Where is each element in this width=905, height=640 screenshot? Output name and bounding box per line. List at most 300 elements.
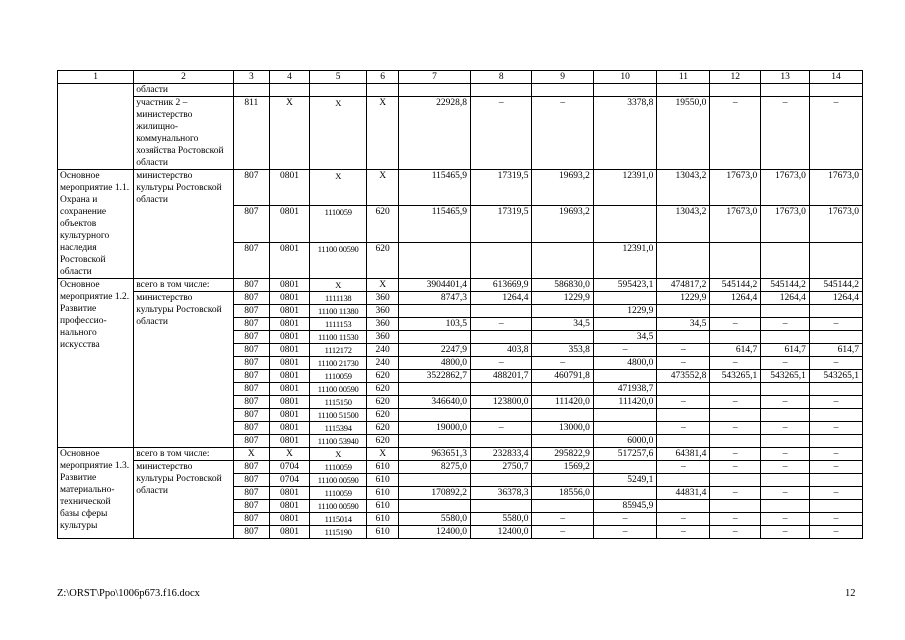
value-cell xyxy=(471,409,532,422)
executor-cell: министерство культуры Ростовской области xyxy=(134,461,234,539)
value-cell xyxy=(761,435,810,448)
value-cell: – xyxy=(657,344,710,357)
column-header: 11 xyxy=(657,71,710,84)
value-cell xyxy=(532,84,593,97)
value-cell xyxy=(657,242,710,278)
value-cell xyxy=(809,435,862,448)
value-cell: 8275,0 xyxy=(399,461,471,474)
value-cell: 807 xyxy=(233,435,269,448)
value-cell xyxy=(710,305,761,318)
value-cell: 1115014 xyxy=(310,513,367,526)
value-cell xyxy=(593,206,657,242)
value-cell: 0801 xyxy=(269,279,309,292)
value-cell: – xyxy=(532,357,593,370)
value-cell: 0801 xyxy=(269,435,309,448)
value-cell: 610 xyxy=(367,513,399,526)
value-cell: 543265,1 xyxy=(710,370,761,383)
value-cell: 610 xyxy=(367,500,399,513)
value-cell: 807 xyxy=(233,370,269,383)
table-row xyxy=(58,292,863,305)
value-cell: 807 xyxy=(233,422,269,435)
value-cell xyxy=(471,435,532,448)
value-cell: 295822,9 xyxy=(532,448,593,461)
value-cell: 12400,0 xyxy=(471,526,532,539)
budget-table xyxy=(57,70,863,539)
value-cell: – xyxy=(809,357,862,370)
value-cell: 620 xyxy=(367,422,399,435)
value-cell: 123800,0 xyxy=(471,396,532,409)
value-cell xyxy=(710,383,761,396)
value-cell xyxy=(399,84,471,97)
value-cell: 0801 xyxy=(269,487,309,500)
value-cell: 17673,0 xyxy=(710,206,761,242)
value-cell: 11100 11530 xyxy=(310,331,367,344)
value-cell: Х xyxy=(367,448,399,461)
value-cell: 0801 xyxy=(269,292,309,305)
value-cell xyxy=(532,435,593,448)
value-cell: 620 xyxy=(367,383,399,396)
value-cell: 474817,2 xyxy=(657,279,710,292)
value-cell: 1110059 xyxy=(310,487,367,500)
value-cell xyxy=(233,84,269,97)
value-cell: 620 xyxy=(367,242,399,278)
value-cell: 610 xyxy=(367,526,399,539)
value-cell: 1264,4 xyxy=(471,292,532,305)
footer-page-number: 12 xyxy=(845,588,856,599)
value-cell: 1115394 xyxy=(310,422,367,435)
value-cell: 807 xyxy=(233,357,269,370)
value-cell xyxy=(657,84,710,97)
value-cell xyxy=(809,474,862,487)
value-cell xyxy=(809,242,862,278)
value-cell: 111420,0 xyxy=(593,396,657,409)
value-cell: 543265,1 xyxy=(761,370,810,383)
value-cell: 0801 xyxy=(269,206,309,242)
value-cell: 353,8 xyxy=(532,344,593,357)
table-row xyxy=(58,97,863,170)
value-cell: 11100 00590 xyxy=(310,500,367,513)
value-cell: 8747,3 xyxy=(399,292,471,305)
value-cell: 1569,2 xyxy=(532,461,593,474)
value-cell: 613669,9 xyxy=(471,279,532,292)
value-cell xyxy=(809,383,862,396)
value-cell: 11100 00590 xyxy=(310,383,367,396)
value-cell: 807 xyxy=(233,461,269,474)
value-cell: 11100 00590 xyxy=(310,474,367,487)
column-header: 1 xyxy=(58,71,134,84)
column-header: 2 xyxy=(134,71,234,84)
value-cell: 1110059 xyxy=(310,370,367,383)
value-cell: 232833,4 xyxy=(471,448,532,461)
value-cell xyxy=(367,84,399,97)
value-cell: 807 xyxy=(233,318,269,331)
value-cell: Х xyxy=(310,448,367,461)
value-cell: 614,7 xyxy=(809,344,862,357)
value-cell: 13043,2 xyxy=(657,170,710,206)
value-cell: 360 xyxy=(367,292,399,305)
column-header: 14 xyxy=(809,71,862,84)
value-cell: 473552,8 xyxy=(657,370,710,383)
value-cell xyxy=(310,84,367,97)
value-cell: – xyxy=(471,422,532,435)
value-cell: 11100 51500 xyxy=(310,409,367,422)
value-cell: – xyxy=(809,513,862,526)
value-cell: – xyxy=(710,461,761,474)
value-cell: 0801 xyxy=(269,305,309,318)
value-cell xyxy=(399,500,471,513)
value-cell: 807 xyxy=(233,383,269,396)
value-cell: 807 xyxy=(233,396,269,409)
executor-cell: министерство культуры Ростовской области xyxy=(134,170,234,279)
value-cell: 3378,8 xyxy=(593,97,657,170)
value-cell: 5580,0 xyxy=(399,513,471,526)
value-cell: 19550,0 xyxy=(657,97,710,170)
value-cell: 1112172 xyxy=(310,344,367,357)
value-cell xyxy=(399,383,471,396)
value-cell: 1110059 xyxy=(310,206,367,242)
value-cell: 0801 xyxy=(269,370,309,383)
value-cell xyxy=(593,84,657,97)
value-cell: 0801 xyxy=(269,170,309,206)
table-body xyxy=(58,84,863,539)
value-cell xyxy=(761,305,810,318)
column-header: 7 xyxy=(399,71,471,84)
value-cell: Х xyxy=(367,170,399,206)
value-cell: – xyxy=(710,97,761,170)
value-cell: 1115190 xyxy=(310,526,367,539)
value-cell: Х xyxy=(269,97,309,170)
executor-cell: области xyxy=(134,84,234,97)
value-cell xyxy=(593,370,657,383)
value-cell xyxy=(532,409,593,422)
value-cell: 1229,9 xyxy=(532,292,593,305)
value-cell: – xyxy=(657,513,710,526)
value-cell: 36378,3 xyxy=(471,487,532,500)
value-cell: 0801 xyxy=(269,500,309,513)
value-cell: 807 xyxy=(233,242,269,278)
value-cell: 0801 xyxy=(269,409,309,422)
column-header: 6 xyxy=(367,71,399,84)
value-cell xyxy=(761,409,810,422)
value-cell: 620 xyxy=(367,370,399,383)
value-cell xyxy=(471,500,532,513)
value-cell xyxy=(471,84,532,97)
value-cell: 586830,0 xyxy=(532,279,593,292)
value-cell: 545144,2 xyxy=(710,279,761,292)
value-cell: 11100 00590 xyxy=(310,242,367,278)
value-cell: 543265,1 xyxy=(809,370,862,383)
value-cell: 44831,4 xyxy=(657,487,710,500)
value-cell: 620 xyxy=(367,409,399,422)
value-cell: 17673,0 xyxy=(809,206,862,242)
value-cell xyxy=(593,461,657,474)
value-cell xyxy=(593,409,657,422)
value-cell: 0801 xyxy=(269,526,309,539)
value-cell xyxy=(471,331,532,344)
value-cell: – xyxy=(809,422,862,435)
value-cell: – xyxy=(809,461,862,474)
value-cell: 346640,0 xyxy=(399,396,471,409)
value-cell: 488201,7 xyxy=(471,370,532,383)
value-cell: 1110059 xyxy=(310,461,367,474)
value-cell: 0704 xyxy=(269,474,309,487)
value-cell xyxy=(399,305,471,318)
value-cell xyxy=(399,409,471,422)
value-cell: – xyxy=(657,526,710,539)
value-cell xyxy=(532,474,593,487)
value-cell xyxy=(710,409,761,422)
value-cell xyxy=(710,331,761,344)
table-row xyxy=(58,448,863,461)
value-cell: 1111138 xyxy=(310,292,367,305)
value-cell: 811 xyxy=(233,97,269,170)
value-cell: 807 xyxy=(233,331,269,344)
value-cell xyxy=(809,500,862,513)
value-cell: – xyxy=(761,526,810,539)
executor-cell: участник 2 – министерство жилищно-коммунального хозяйства Ростовской области xyxy=(134,97,234,170)
value-cell: – xyxy=(761,357,810,370)
value-cell: 807 xyxy=(233,279,269,292)
value-cell xyxy=(809,331,862,344)
value-cell xyxy=(593,318,657,331)
value-cell xyxy=(532,383,593,396)
value-cell: 0801 xyxy=(269,318,309,331)
value-cell: Х xyxy=(310,97,367,170)
table-row xyxy=(58,461,863,474)
value-cell xyxy=(657,409,710,422)
value-cell: 12400,0 xyxy=(399,526,471,539)
budget-table-container xyxy=(57,70,863,539)
value-cell: 807 xyxy=(233,474,269,487)
value-cell: 115465,9 xyxy=(399,170,471,206)
value-cell xyxy=(471,383,532,396)
activity-name-cell xyxy=(58,84,134,170)
value-cell: – xyxy=(657,357,710,370)
value-cell: – xyxy=(761,448,810,461)
value-cell: 17673,0 xyxy=(710,170,761,206)
value-cell xyxy=(710,500,761,513)
value-cell: 807 xyxy=(233,305,269,318)
value-cell xyxy=(761,242,810,278)
value-cell: 963651,3 xyxy=(399,448,471,461)
value-cell: 1229,9 xyxy=(593,305,657,318)
value-cell: 0801 xyxy=(269,383,309,396)
value-cell: – xyxy=(761,487,810,500)
value-cell: 545144,2 xyxy=(761,279,810,292)
value-cell: 1229,9 xyxy=(657,292,710,305)
value-cell: 115465,9 xyxy=(399,206,471,242)
value-cell: – xyxy=(761,513,810,526)
value-cell xyxy=(761,84,810,97)
value-cell: 3904401,4 xyxy=(399,279,471,292)
value-cell: 807 xyxy=(233,409,269,422)
value-cell: – xyxy=(809,318,862,331)
value-cell: – xyxy=(532,513,593,526)
value-cell: 17673,0 xyxy=(761,206,810,242)
value-cell: 12391,0 xyxy=(593,242,657,278)
value-cell: 240 xyxy=(367,344,399,357)
value-cell: 1115150 xyxy=(310,396,367,409)
value-cell: Х xyxy=(269,448,309,461)
value-cell xyxy=(399,331,471,344)
value-cell: 19693,2 xyxy=(532,206,593,242)
value-cell: 17673,0 xyxy=(809,170,862,206)
value-cell: Х xyxy=(367,97,399,170)
value-cell: 17319,5 xyxy=(471,206,532,242)
value-cell: – xyxy=(471,318,532,331)
value-cell: Х xyxy=(367,279,399,292)
value-cell: 18556,0 xyxy=(532,487,593,500)
value-cell: 545144,2 xyxy=(809,279,862,292)
value-cell xyxy=(710,435,761,448)
value-cell: 1264,4 xyxy=(710,292,761,305)
column-header: 5 xyxy=(310,71,367,84)
value-cell: 460791,8 xyxy=(532,370,593,383)
value-cell: – xyxy=(593,526,657,539)
value-cell xyxy=(471,305,532,318)
value-cell: 620 xyxy=(367,396,399,409)
value-cell: 19000,0 xyxy=(399,422,471,435)
value-cell xyxy=(761,383,810,396)
value-cell xyxy=(593,422,657,435)
value-cell: – xyxy=(593,344,657,357)
value-cell: Х xyxy=(310,170,367,206)
value-cell: 103,5 xyxy=(399,318,471,331)
executor-cell: всего в том числе: xyxy=(134,448,234,461)
value-cell xyxy=(657,305,710,318)
value-cell xyxy=(761,331,810,344)
value-cell: 1264,4 xyxy=(809,292,862,305)
value-cell: – xyxy=(593,513,657,526)
value-cell xyxy=(657,383,710,396)
value-cell xyxy=(761,500,810,513)
value-cell: – xyxy=(710,513,761,526)
value-cell: 360 xyxy=(367,318,399,331)
value-cell: – xyxy=(710,526,761,539)
value-cell: Х xyxy=(310,279,367,292)
value-cell xyxy=(532,242,593,278)
value-cell xyxy=(399,435,471,448)
value-cell: 471938,7 xyxy=(593,383,657,396)
value-cell: 807 xyxy=(233,487,269,500)
value-cell: 403,8 xyxy=(471,344,532,357)
value-cell xyxy=(471,242,532,278)
value-cell: 807 xyxy=(233,292,269,305)
value-cell: – xyxy=(710,422,761,435)
column-header: 3 xyxy=(233,71,269,84)
value-cell: 4800,0 xyxy=(399,357,471,370)
value-cell: 64381,4 xyxy=(657,448,710,461)
activity-name-cell: Основное мероприятие 1.1. Охрана и сохранение объектов культурного наследия Ростовской области xyxy=(58,170,134,279)
value-cell: 614,7 xyxy=(710,344,761,357)
value-cell: – xyxy=(761,422,810,435)
executor-cell: министерство культуры Ростовской области xyxy=(134,292,234,448)
value-cell: 4800,0 xyxy=(593,357,657,370)
column-header: 12 xyxy=(710,71,761,84)
value-cell: 620 xyxy=(367,206,399,242)
value-cell: 610 xyxy=(367,461,399,474)
value-cell: 807 xyxy=(233,513,269,526)
value-cell: 807 xyxy=(233,500,269,513)
value-cell: 11100 21730 xyxy=(310,357,367,370)
executor-cell: всего в том числе: xyxy=(134,279,234,292)
value-cell: – xyxy=(809,97,862,170)
value-cell: 34,5 xyxy=(532,318,593,331)
value-cell xyxy=(593,292,657,305)
value-cell: 3522862,7 xyxy=(399,370,471,383)
value-cell: 517257,6 xyxy=(593,448,657,461)
value-cell xyxy=(657,474,710,487)
value-cell: 360 xyxy=(367,331,399,344)
value-cell: 807 xyxy=(233,170,269,206)
value-cell: 1111153 xyxy=(310,318,367,331)
value-cell xyxy=(399,474,471,487)
value-cell: 5249,1 xyxy=(593,474,657,487)
value-cell: 2750,7 xyxy=(471,461,532,474)
column-header: 13 xyxy=(761,71,810,84)
value-cell: 0801 xyxy=(269,344,309,357)
value-cell: – xyxy=(761,461,810,474)
value-cell: 240 xyxy=(367,357,399,370)
value-cell xyxy=(809,305,862,318)
value-cell: 614,7 xyxy=(761,344,810,357)
table-row xyxy=(58,84,863,97)
value-cell: – xyxy=(710,487,761,500)
value-cell: 610 xyxy=(367,474,399,487)
value-cell: 6000,0 xyxy=(593,435,657,448)
value-cell: – xyxy=(532,97,593,170)
value-cell xyxy=(809,84,862,97)
value-cell: 13000,0 xyxy=(532,422,593,435)
value-cell: Х xyxy=(233,448,269,461)
value-cell: – xyxy=(657,396,710,409)
value-cell xyxy=(532,305,593,318)
value-cell: 22928,8 xyxy=(399,97,471,170)
value-cell: 360 xyxy=(367,305,399,318)
value-cell: 0801 xyxy=(269,331,309,344)
value-cell: – xyxy=(710,396,761,409)
value-cell: – xyxy=(710,357,761,370)
value-cell: 5580,0 xyxy=(471,513,532,526)
value-cell: – xyxy=(761,97,810,170)
value-cell: – xyxy=(657,461,710,474)
value-cell xyxy=(710,242,761,278)
value-cell: – xyxy=(710,448,761,461)
activity-name-cell: Основное мероприятие 1.2. Развитие профессио-нального искусства xyxy=(58,279,134,448)
value-cell: 2247,9 xyxy=(399,344,471,357)
value-cell: 34,5 xyxy=(657,318,710,331)
table-row xyxy=(58,170,863,206)
value-cell: 170892,2 xyxy=(399,487,471,500)
value-cell: – xyxy=(532,526,593,539)
value-cell: 85945,9 xyxy=(593,500,657,513)
value-cell: – xyxy=(657,422,710,435)
value-cell: 620 xyxy=(367,435,399,448)
value-cell xyxy=(657,500,710,513)
value-cell: 19693,2 xyxy=(532,170,593,206)
value-cell: – xyxy=(471,357,532,370)
value-cell: – xyxy=(809,487,862,500)
value-cell xyxy=(657,331,710,344)
value-cell: – xyxy=(710,318,761,331)
table-row xyxy=(58,279,863,292)
value-cell: – xyxy=(471,97,532,170)
value-cell: 595423,1 xyxy=(593,279,657,292)
value-cell xyxy=(532,331,593,344)
value-cell: 1264,4 xyxy=(761,292,810,305)
value-cell: – xyxy=(809,448,862,461)
value-cell: 11100 11380 xyxy=(310,305,367,318)
